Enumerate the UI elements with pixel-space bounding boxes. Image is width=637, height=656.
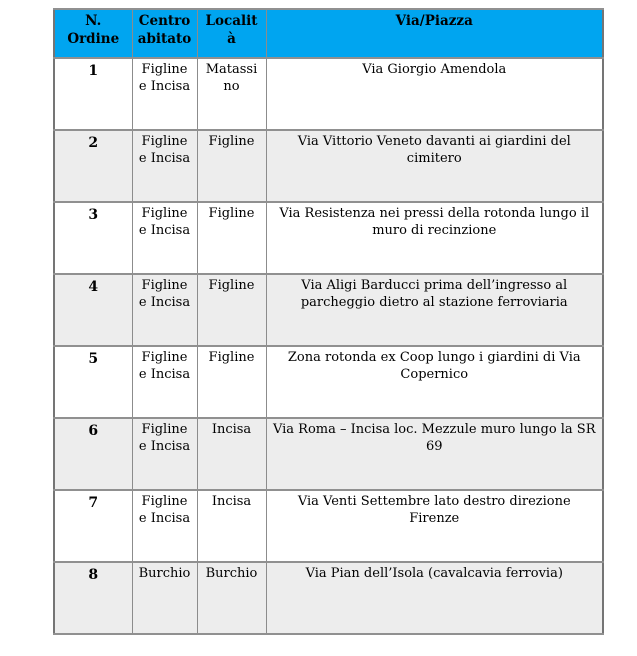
centro-cell: Figline e Incisa bbox=[132, 130, 197, 202]
localita-cell: Incisa bbox=[197, 418, 266, 490]
via-cell: Via Pian dell’Isola (cavalcavia ferrovia) bbox=[266, 562, 603, 634]
order-cell: 7 bbox=[54, 490, 132, 562]
table-row bbox=[54, 58, 603, 130]
order-cell: 2 bbox=[54, 130, 132, 202]
via-cell: Via Resistenza nei pressi della rotonda lungo il muro di recinzione bbox=[266, 202, 603, 274]
order-cell: 4 bbox=[54, 274, 132, 346]
localita-cell: Figline bbox=[197, 130, 266, 202]
locations-table bbox=[53, 8, 604, 635]
order-cell: 8 bbox=[54, 562, 132, 634]
header-via-piazza: Via/Piazza bbox=[266, 9, 603, 58]
via-cell: Via Giorgio Amendola bbox=[266, 58, 603, 130]
table-header-row bbox=[54, 9, 603, 58]
localita-cell: Figline bbox=[197, 202, 266, 274]
table-row bbox=[54, 346, 603, 418]
centro-cell: Figline e Incisa bbox=[132, 490, 197, 562]
localita-cell: Matassino bbox=[197, 58, 266, 130]
table-row bbox=[54, 418, 603, 490]
localita-cell: Incisa bbox=[197, 490, 266, 562]
localita-cell: Figline bbox=[197, 274, 266, 346]
centro-cell: Figline e Incisa bbox=[132, 202, 197, 274]
centro-cell: Figline e Incisa bbox=[132, 274, 197, 346]
via-cell: Via Roma – Incisa loc. Mezzule muro lungo la SR 69 bbox=[266, 418, 603, 490]
centro-cell: Figline e Incisa bbox=[132, 58, 197, 130]
via-cell: Via Vittorio Veneto davanti ai giardini del cimitero bbox=[266, 130, 603, 202]
localita-cell: Figline bbox=[197, 346, 266, 418]
order-cell: 5 bbox=[54, 346, 132, 418]
via-cell: Zona rotonda ex Coop lungo i giardini di Via Copernico bbox=[266, 346, 603, 418]
localita-cell: Burchio bbox=[197, 562, 266, 634]
table-row bbox=[54, 274, 603, 346]
order-cell: 6 bbox=[54, 418, 132, 490]
order-cell: 1 bbox=[54, 58, 132, 130]
header-localita: Località bbox=[197, 9, 266, 58]
header-n-ordine: N. Ordine bbox=[54, 9, 132, 58]
table-row bbox=[54, 562, 603, 634]
table-row bbox=[54, 130, 603, 202]
centro-cell: Figline e Incisa bbox=[132, 418, 197, 490]
order-cell: 3 bbox=[54, 202, 132, 274]
via-cell: Via Aligi Barducci prima dell’ingresso al parcheggio dietro al stazione ferroviaria bbox=[266, 274, 603, 346]
centro-cell: Figline e Incisa bbox=[132, 346, 197, 418]
centro-cell: Burchio bbox=[132, 562, 197, 634]
via-cell: Via Venti Settembre lato destro direzione Firenze bbox=[266, 490, 603, 562]
header-centro-abitato: Centro abitato bbox=[132, 9, 197, 58]
table-row bbox=[54, 490, 603, 562]
table-row bbox=[54, 202, 603, 274]
